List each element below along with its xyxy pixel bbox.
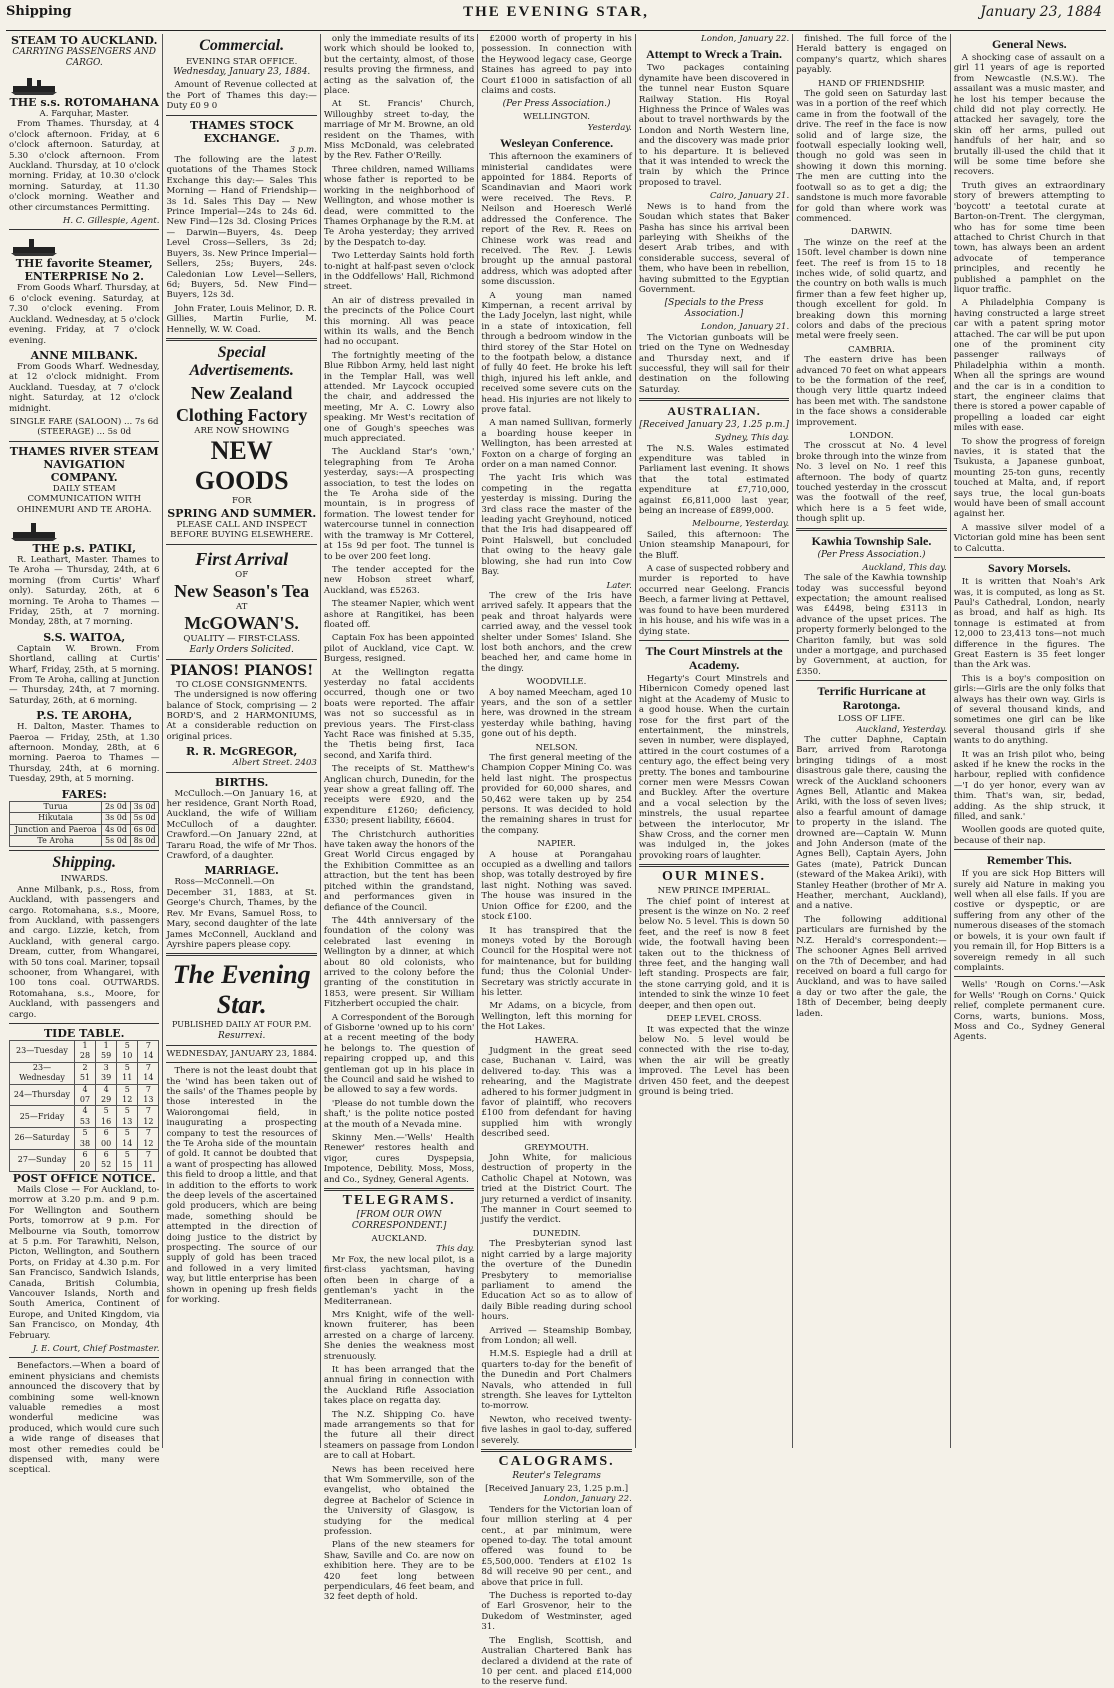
column-3 [321,34,478,1603]
office-heading: EVENING STAR OFFICE. [186,57,298,67]
mcgregor-name: R. R. McGREGOR, [186,745,298,759]
article-text: John White, for malicious destruction of property in the Catholic Chapel at Notown, was tried at the District Court. The jury returned a verdict of insanity. The manner in Court seemed to justify the verdict. [481,1153,632,1226]
at-label: AT [235,601,248,612]
article-text: A Correspondent of the Borough of Gisborne 'owned up to his corn' at a recent meeting of the body he belongs to. The question of repairing cropped up, and this gentleman got up in his place in the Council and said he wished to be allowed to say a few words. [323,1012,475,1096]
savory-heading: Savory Morsels. [988,561,1071,576]
column-4 [478,34,635,1688]
column-2 [163,34,320,1448]
marriage-heading: MARRIAGE. [204,864,279,878]
office-date: Wednesday, January 23, 1884. [173,67,311,78]
pianos-text: The undersigned is now offering balance of Stock, comprising — 2 BORD'S, and 2 HARMONIUMS, At a considerable reduction on original prices. [166,690,317,742]
article-text: It has transpired that the moneys voted by the Borough Council for the Hospital were not for maintenance, but for building fund; thus the Colonial Under-Secretary was strictly accurate in his letter. [481,925,632,998]
article-text: Truth gives an extraordinary story of brewers attempting to 'boycott' a teetotal curate at Barton-on-Trent. The clergyman, who has for some time been attached to Christ Church in that town, has always been an ardent advocate of temperance principles, and recently he published a pamphlet on the liquor traffic. [953,180,1106,295]
births-text: McCulloch.—On January 16, at her residence, Grant North Road, Auckland, the wife of William McCulloch of a daughter. Crawford.—On January 22nd, at Tararu Road, the wife of Mr Thos. Crawford, of a daughter. [166,788,317,862]
article-text: Skinny Men.—'Wells' Health Renewer' restores health and vigor, cures Dyspepsia, Impotence, Debility. Moss, Moss, and Co., Sydney, General Agents. [323,1133,475,1185]
article-text: The sale of the Kawhia township today was successful beyond expectation; the amount realised was £4498, being £3113 in advance of the upset prices. The property formerly belonged to the Chariton family, but was sold under a mortgage, and purchased by Government, at auction, for £350. [796,573,947,677]
fares-table [9,801,159,848]
brokers-list: John Frater, Louis Melinor, D. R. Gillies, Martin Furlie, M. Hennelly, W. W. Coad. [166,303,317,335]
postmaster-signature: J. E. Court, Chief Postmaster. [32,1343,160,1354]
stock-exchange-time: 3 p.m. [289,144,317,155]
pianos-heading: PIANOS! PIANOS! [170,662,314,679]
article-text: The Duchess is reported to-day of Earl Grosvenor, heir to the Dukedom of Westminster, aged 31. [481,1591,632,1633]
patiki-title: THE p.s. PATIKI, [32,541,136,555]
table-row: 26—Saturday 5 38 6 00 5 14 7 12 [10,1128,159,1150]
close-consignments: TO CLOSE CONSIGNMENTS. [176,679,308,690]
new-prince-heading: NEW PRINCE IMPERIAL. [657,886,771,897]
stock-exchange-heading: THAMES STOCK EXCHANGE. [189,118,294,145]
steamship-icon [9,518,59,542]
loss-of-life: LOSS OF LIFE. [838,714,905,725]
article-text: A Philadelphia Company is having constructed a large street car with a patent spring motor attached. The car will be put upon one of the prominent city passenger railways of Philadelphia within a month. When all the springs are wound and the car is in a condition to start, the engineer claims that there is stored a power capable of propelling a loaded car eight miles with ease. [953,298,1106,434]
article-text: A boy named Meecham, aged 10 years, and the son of a settler here, was drowned in the stream yesterday while bathing, having gone out of his depth. [481,687,632,740]
resurrexi: Resurrexi. [218,1030,266,1041]
london-date: London, January 22. [543,1494,632,1505]
article-text: Mr Adams, on a bicycle, from Wellington, left this morning for the Hot Lakes. [481,1001,632,1033]
article-text: Two packages containing dynamite have been discovered in the tunnel near Euston Square Railway Station. His Royal Highness the Prince of Wales was about to travel northwards by the London and North Western line, and the discovery was made prior to his departure. It is believed that it was intended to wreck the train by which the Prince proposed to travel. [638,63,790,188]
wellington-heading: WELLINGTON. [523,112,590,123]
article-text: only the immediate results of its work which should be looked to, but the certainty, almost, of those results proving the firmness, and acting as the salvation of, the place. [323,34,475,97]
cairo-date: Cairo, January 21. [709,191,790,202]
received-label: [Received January 23, 1.25 p.m.] [485,1484,629,1494]
table-row: 27—Sunday 6 20 6 52 5 15 7 11 [10,1150,159,1172]
article-text: News is to hand from the Soudan which states that Baker Pasha has since his arrival been parleying with Sheikhs of the desert Arab tribes, and with considerable success, several of them, who have been in rebellion, having submitted to the Egyptian Government. [638,201,790,295]
article-text: A young man named Kimpernan, a recent arrival by the Lady Jocelyn, last night, while in a state of intoxication, fell through a bedroom window in the third storey of the Star Hotel on to the footpath below, a distance of fully 40 feet. He broke his left thigh, injured his left ankle, and received some severe cuts on the head. His injuries are not likely to prove fatal. [481,290,632,415]
evening-star-masthead: The Evening Star. [172,960,311,1020]
article-text: At the Wellington regatta yesterday no fatal accidents occurred, though one or two boats were reported. The affair was not so successful as in previous years. The First-class Yacht Race was finished at 5.35, the Thetis being first, Iaca second, and Xarifa third. [323,667,475,761]
article-text: The N.Z. Shipping Co. have made arrangements so that for the future all their direct steamers on passage from London are to call at Hobart. [323,1409,475,1462]
article-text: Arrived — Steamship Bombay, from London; all well. [481,1325,632,1346]
steamship-icon [9,233,59,257]
waitoa-title: S.S. WAITOA, [43,630,126,644]
article-text: Sailed, this afternoon: The Union steamship Manapouri, for the Bluff. [638,529,790,561]
article-text: The eastern drive has been advanced 70 feet on what appears to be the formation of the reef, though very little quartz indeed has been met with. The sandstone in the face shows a considerable improvement. [796,355,947,428]
article-text: The Victorian gunboats will be tried on the Tyne on Wednesday and Thursday next, and if successful, they will sail for their destination on the following Saturday. [638,332,790,395]
this-day-label: This day. [436,1244,475,1255]
article-text: The Christchurch authorities have taken away the honors of the Great World Circus engaged by the Exhibition Committee as an attraction, but the tent has been pitched within the grandstand, and performances given in defiance of the Council. [323,829,475,913]
cambria-heading: CAMBRIA. [848,344,895,355]
tide-table [9,1040,159,1172]
greymouth-heading: GREYMOUTH. [524,1142,589,1153]
columns [6,34,1108,1688]
commercial-heading: Commercial. [199,37,285,54]
article-text: This afternoon the examiners of ministerial candidates were appointed for 1884. Reports of Scandinavian and Maori work were received. The Revs. P. Neilson and Hoeresch Werlé addressed the Conference. The report of the Rev. R. Rees on Chinese work was read and received. The Rev. J. Lewis brought up the annual pastoral address, which was adopted after some discussion. [481,152,632,288]
article-text: A man named Sullivan, formerly a boarding house keeper in Wellington, has been arrested at Foxton on a charge of forging an order on a man named Connor. [481,418,632,471]
article-text: Woollen goods are quoted quite, because of their nap. [953,825,1106,846]
article-text: A massive silver model of a Victorian gold mine has been sent to Calcutta. [953,522,1106,554]
table-row: Turua 2s 0d 3s 0d [10,801,159,812]
for-label: FOR [231,496,252,507]
table-row: 23—Wednesday 2 51 3 39 5 11 7 14 [10,1062,159,1084]
article-text: The following additional particulars are furnished by the N.Z. Herald's correspondent:—The schooner Agnes Bell arrived on the 7th of December, and had received on board a full cargo for Auckland, and was to have sailed a day or two after the gale, the 18th of December, being deeply laden. [796,914,947,1019]
australian-heading: AUSTRALIAN. [667,404,761,419]
article-text: A shocking case of assault on a girl 11 years of age is reported from Newcastle (N.S.W.). The assailant was a music master, and he lost his temper because the child did not play correctly. He attacked her savagely, tore the skin off her arms, pulled out handfuls of her hair, and so brutally ill-used the child that it will be some time before she recovers. [953,53,1106,178]
fares-heading: FARES: [61,787,107,801]
published-daily: PUBLISHED DAILY AT FOUR P.M. [172,1020,312,1030]
rotomahana-master: A. Farquhar, Master. [39,109,129,119]
melbourne-date: Melbourne, Yesterday. [692,519,790,530]
article-text: The yacht Iris which was competing in the regatta yesterday is missing. During the 3rd class race the master of the leading yacht Greyhound, noticed that the Iris had disappeared off Point Halswell, but concluded that owing to the heavy gale blowing, she had run into Cow Bay. [481,473,632,578]
article-text: At St. Francis' Church, Willoughby street to-day, the marriage of Mr M. Browne, an old resident on the Thames, with Miss McDonald, was celebrated by the Rev. Father O'Reilly. [323,99,475,162]
te-aroha-schedule: H. Dalton, Master. Thames to Paeroa — Friday, 25th, at 1.30 afternoon. Monday, 28th, at 6 morning. Paeroa to Thames — Thursday, 24th, at 6 morning. Tuesday, 29th, at 5 morning. [9,722,160,785]
article-text: It was an Irish pilot who, being asked if he knew the rocks in the harbour, replied with confidence—'I do yer honor, every wan av thim. That's wan, sir, bedad, adding. As the ship struck, it filled, and sank.' [953,749,1106,823]
steamship-icon [9,72,59,96]
single-fare: SINGLE FARE (SALOON) ... 7s 6d (STEERAGE) ... 5s 0d [9,416,159,438]
our-mines-heading: OUR MINES. [662,869,767,885]
article-text: A house at Porangahau occupied as a dwelling and tailors shop, was totally destroyed by fire last night. Nothing was saved. The house was insured in the Union Office for £200, and the stock £100. [481,849,632,923]
births-heading: BIRTHS. [215,775,269,789]
article-text: It was expected that the winze below No. 5 level would be connected with the rise to-day, when the air will be greatly improved. The Level has been driven 450 feet, and the deepest ground is being tried. [638,1024,790,1097]
remember-heading: Remember This. [986,853,1072,868]
article-text: Three children, named Williams whose father is reported to be working in the neighborhood of Wellington, and whose mother is dead, were committed to the Thames Orphanage by the R.M. at Te Aroha yesterday; they arrived by the Despatch to-day. [323,164,475,248]
article-text: The Auckland Star's 'own,' telegraphing from Te Aroha yesterday, says:—A prospecting association, to test the lodes on the Te Aroha side of the mountain, is in progress of formation. The lowest tender for watercourse tunnel in connection with the tramway is Mr Cotterel, at 15s 9d per foot. The tunnel is to be over 200 feet long. [323,447,475,562]
auckland-date-2: Auckland, Yesterday. [856,724,947,735]
article-text: Two Letterday Saints hold forth to-night at half-past seven o'clock in the Oddfellows' Hall, Richmond street. [323,251,475,293]
telegrams-subheading: [FROM OUR OWN CORRESPONDENT.] [351,1210,447,1232]
new-season-tea: New Season's Tea [174,580,310,601]
table-row: 25—Friday 4 53 5 16 5 13 7 12 [10,1106,159,1128]
kawhia-heading: Kawhia Township Sale. [811,533,932,548]
column-6 [793,34,950,1448]
hurricane-heading: Terrific Hurricane at Rarotonga. [817,684,926,713]
column-1 [6,34,163,1476]
article-text: finished. The full force of the Herald battery is engaged on company's quartz, which shares payably. [796,34,947,76]
revenue-text: Amount of Revenue collected at the Port of Thames this day:— Duty £0 9 0 [166,80,317,112]
article-text: The receipts of St. Matthew's Anglican church, Dunedin, for the year show a great falling off. The receipts were £920, and the expenditure £1260; deficiency, £330; present liability, £6604. [323,764,475,827]
article-text: The cutter Daphne, Captain Barr, arrived from Rarotonga bringing tidings of a most disastrous gale there, causing the wreck of the Auckland schooners Agnes Bell, Atlantic and Makea Ariki, with the loss of seven lives; also a fearful amount of damage to property in the island. The drowned are—Captain W. Munn and John Anderson (mate of the Agnes Bell), Captain Ayers, John Gates (mate), Patrick Duncan (steward of the Makea Ariki), with Stanley Heather (brother of Mr A. Heather, merchant, Auckland), and a native. [796,734,947,912]
masthead [6,4,1106,31]
please-inspect: PLEASE CALL AND INSPECT BEFORE BUYING ELSEWHERE. [170,519,314,541]
london-date-2: London, January 21. [701,322,790,333]
enterprise-schedule: From Goods Wharf. Thursday, at 6 o'clock evening. Saturday, at 7.30 o'clock evening. From Auckland. Wednesday, at 5 o'clock evening. Friday, at 7 o'clock evening. [9,283,160,346]
enterprise-title: THE favorite Steamer, ENTERPRISE No 2. [15,257,153,284]
post-office-text: Mails Close — For Auckland, to-morrow at 3.20 p.m. and 9 p.m. For Wellington and Southern Ports, tomorrow at 9 p.m. For Melbourne via South, tomorrow at 5 p.m. For Tarawhiti, Nelson, Picton, Wellington, and Southern Ports, on Friday at 4.30 p.m. For San Francisco, Sandwich Islands, Canada, British Columbia, Vancouver Islands, North and South America, Continent of Europe, and United Kingdom, via San Francisco, on Monday, 4th February. [9,1184,160,1341]
benefactors-text: Benefactors.—When a board of eminent physicians and chemists announced the discovery that by combining some well-known valuable remedies a most wonderful medicine was produced, which would cure such a wide range of diseases that most other remedies could be dispensed with, many were sceptical. [9,1361,160,1476]
inwards-label: INWARDS. [60,874,108,885]
london-date: London, January 22. [701,34,790,44]
article-text: This is a boy's composition on girls:—Girls are the only folks that always has their own way. Girls is of several thousand kinds, and sometimes one girl can be like several thousand girls if she wants to do anything. [953,673,1106,747]
napier-heading: NAPIER. [537,839,576,850]
article-text: Hegarty's Court Minstrels and Hibernicon Comedy opened last night at the Academy of Music to a good house. When the curtain rose for the first part of the entertainment, the minstrels, seven in number, were displayed, attired in the court costumes of a century ago, the effect being very pretty. The bones and tambourine corner men were Messrs Cowan and Buckley. After the overture and a vocal selection by the minstrels, the usual repartee between the interlocutor, Mr Shaw Cross, and the corner men was indulged in, the jokes provoking roars of laughter. [638,673,790,861]
rotomahana-title: THE s.s. ROTOMAHANA [9,96,159,109]
article-text: To show the progress of foreign navies, it is stated that the Tsukusta, a Japanese gunboat, mounting 25-ton guns, recently touched at Malta, and, if report says true, the local gun-boats would have been of small account against her. [953,436,1106,520]
steam-subheading: CARRYING PASSENGERS AND CARGO. [12,47,157,68]
first-arrival: First Arrival [195,548,289,569]
stock-exchange-text: The following are the latest quotations of the Thames Stock Exchange this day:— Sales This Morning — Hand of Friendship—3s 1d. Sales This Day — New Prince Imperial—24s to 24s 6d. New Find—12s 3d. Closing Prices — Darwin—Buyers, 4s. Deep Level Cross—Sellers, 3s 2d; Buyers, 3s. New Prince Imperial—Sellers, 25s; Buyers, 24s. Caledonian Low Level—Sellers, 6d; Buyers, 5d. New Find—Buyers, 12s 3d. [166,155,317,301]
article-text: Judgment in the great seed case, Buchanan v. Laird, was delivered to-day. This was a rehearing, and the Magistrate adhered to his former judgment in favor of plaintiff, who recovers £100 from defendant for having supplied him with wrongly described seed. [481,1045,632,1140]
article-text: The crew of the Iris have arrived safely. It appears that the peak and throat halyards were carried away, and the vessel took shelter under Somes' Island. She lost both anchors, and the crew beached her, and came home in the dingy. [481,590,632,674]
article-text: £2000 worth of property in his possession. In connection with the Heywood legacy case, George Staines has agreed to pay into Court £1000 in satisfaction of all claims and costs. [481,34,632,97]
article-text: The steamer Napier, which went ashore at Rangitikei, has been floated off. [323,599,475,630]
darwin-heading: DARWIN. [850,227,893,238]
hawera-heading: HAWERA. [534,1035,579,1046]
article-text: The N.S. Wales estimated expenditure was tabled in Parliament last evening. It shows that the total estimated expenditure at £7,710,000, against £6,811,000 last year, being an increase of £899,000. [638,443,790,517]
steam-heading: STEAM TO AUCKLAND. [11,34,158,47]
article-text: H.M.S. Espiegle had a drill at quarters to-day for the benefit of the Dunedin and Port Chalmers Navals, who attended in full strength. She leaves for Lyttelton to-morrow. [481,1349,632,1412]
te-aroha-title: P.S. TE AROHA, [36,709,133,723]
received-label: [Received January 23, 1.25 p.m.] [639,420,789,431]
table-row: Hikutaia 3s 0d 5s 0d [10,813,159,824]
post-office-heading: POST OFFICE NOTICE. [12,1171,156,1185]
auckland-date: Auckland, This day. [862,562,947,573]
leader-date: WEDNESDAY, JANUARY 23, 1884. [166,1048,317,1059]
rotomahana-schedule: From Thames. Thursday, at 4 o'clock afternoon. Friday, at 6 o'clock afternoon. Saturday, at 5.30 o'clock afternoon. From Auckland. Thursday, at 10 o'clock morning. Friday, at 10.30 o'clock morning. Saturday, at 11.30 o'clock morning. Weather and other circumstances Permitting. [9,119,160,213]
article-text: Wells' 'Rough on Corns.'—Ask for Wells' 'Rough on Corns.' Quick relief, complete permanent cure. Corns, warts, bunions. Moss, Moss and Co., Sydney General Agents. [953,980,1106,1043]
attempt-heading: Attempt to Wreck a Train. [646,47,782,62]
general-news-heading: General News. [992,37,1067,51]
article-text: If you are sick Hop Bitters will surely aid Nature in making you well when all else fails. If you are costive or dyspeptic, or are suffering from any other of the numerous diseases of the stomach or bowels, it is your own fault if you remain ill, for Hop Bitters is a sovereign remedy in all such complaints. [953,869,1106,973]
are-now-showing: ARE NOW SHOWING [194,425,290,436]
shipping-text: Anne Milbank, p.s., Ross, from Auckland, with passengers and cargo. Rotomahana, s.s., Moore, from Auckland, with passengers and cargo. Lizzie, ketch, from Auckland, with general cargo. Dream, cutter, from Whangarei, with 50 tons coal. Mariner, topsail schooner, from Whangarei, with 100 tons coal. OUTWARDS. Rotomahana, s.s., Moore, for Auckland, with passengers and cargo. [9,884,160,1020]
article-text: The chief point of interest at present is the winze on No. 2 reef below No. 5 level. This is down 50 feet, and the reef is now 8 feet wide, the footwall having been taken out to the thickness of three feet, and the hanging wall left standing. Prospects are fair, the stone carrying gold, and it is intended to sink the winze 10 feet deeper, and then open out. [638,896,790,1011]
nz-clothing-title: New Zealand Clothing Factory [175,382,308,425]
hand-of-friendship-heading: HAND OF FRIENDSHIP. [818,78,925,89]
shipping-heading: Shipping. [52,854,117,872]
article-text: The English, Scottish, and Australian Chartered Bank has declared a dividend at the rate of 10 per cent. and placed £14,000 to the reserve fund. [481,1635,632,1688]
table-row: 24—Thursday 4 07 4 29 5 12 7 13 [10,1084,159,1106]
article-text: It has been arranged that the annual firing in connection with the Auckland Rifle Association takes place on regatta day. [323,1364,475,1407]
article-text: Mrs Knight, wife of the well-known fruiterer, has been arrested on a charge of larceny. She denies the weakness most strenuously. [323,1309,475,1362]
leader-text: There is not the least doubt that the 'wind has been taken out of the sails' of the Thames people by those interested in the Waiorongomai field, in inaugurating a prospecting company to test the resources of the Te Aroha side of the mountain of gold. It cannot be doubted that a want of prospecting has allowed this field to droop a little, and that in addition to the efforts to work the deep levels of the ascertained gold producers, which are being made, something should be attempted in the direction of doing justice to the district by prospecting. The source of our supply of gold has been traced and followed in a very limited way, but little enterprise has been shown in opening up fresh fields for working. [166,1066,317,1306]
deep-level-heading: DEEP LEVEL CROSS. [666,1014,762,1025]
london-heading: LONDON. [849,431,894,442]
table-row: Junction and Paeroa 4s 0d 6s 0d [10,824,159,835]
masthead-date: January 23, 1884 [980,4,1102,20]
tide-table-heading: TIDE TABLE. [44,1027,125,1040]
masthead-title: THE EVENING STAR, [463,4,649,20]
article-text: Newton, who received twenty-five lashes in gaol to-day, suffered severely. [481,1414,632,1446]
article-text: A case of suspected robbery and murder is reported to have occurred near Geelong. Francis Beech, a farmer living at Pettavel, was found to have been murdered in his house, and his wife was in a dying state. [638,564,790,637]
article-text: It is written that Noah's Ark was, it is computed, as long as St. Paul's Cathedral, London, nearly as broad, and half as high. Its tonnage is estimated at from 12,000 to 23,413 tons—not much difference in the figures. The Great Eastern is 35 feet longer than the Ark was. [953,577,1106,671]
article-text: The first general meeting of the Champion Copper Mining Co. was held last night. The prospectus provided for 60,000 shares, and 50,462 were taken up by 254 persons. It was decided to hold the remaining shares in trust for the company. [481,753,632,836]
article-text: An air of distress prevailed in the precincts of the Police Court this morning. All was peace within its walls, and the Bench had no occupant. [323,295,475,348]
auckland-heading: AUCKLAND. [371,1234,427,1245]
column-5 [636,34,793,1448]
spring-summer: SPRING AND SUMMER. [167,506,317,520]
sydney-date: Sydney, This day. [714,433,790,444]
specials-label: [Specials to the Press Association.] [664,298,764,320]
agent-signature: H. C. Gillespie, Agent. [62,216,160,227]
reuters-label: Reuter's Telegrams [512,1471,601,1481]
article-text: 'Please do not tumble down the shaft,' is the polite notice posted at the mouth of a Nevada mine. [323,1098,475,1130]
anne-milbank-title: ANNE MILBANK. [30,348,138,362]
calograms-heading: CALOGRAMS. [498,1454,615,1469]
article-text: The winze on the reef at the 150ft. level chamber is down nine feet. The reef is from 15 to 18 inches wide, of solid quartz, and the country on both walls is much firmer than a few feet higher up, though excellent for gold. In breaking down this morning colors and dabs of the precious metal were freely seen. [796,237,947,342]
yesterday-label: Yesterday. [587,122,632,133]
woodville-heading: WOODVILLE. [526,677,587,688]
article-text: Mr Fox, the new local pilot, is a first-class yachtsman, having often been in charge of a gentleman's yacht in the Mediterranean. [323,1254,475,1307]
article-text: The Presbyterian synod last night carried by a large majority the overture of the Dunedin Presbytery to memorialise parliament to amend the Education Act so as to allow of daily Bible reading during school hours. [481,1239,632,1323]
article-text: The crosscut at No. 4 level broke through into the winze from No. 3 level on No. 1 reef this afternoon. The body of quartz touched yesterday in the crosscut was the footwall of the reef, which here is a 5 feet wide, though split up. [796,441,947,525]
wesleyan-heading: Wesleyan Conference. [500,136,614,151]
mcgowans: McGOWAN'S. [184,613,299,634]
quality-line: QUALITY — FIRST-CLASS. [183,634,300,645]
court-minstrels-heading: The Court Minstrels at the Academy. [645,643,783,672]
anne-milbank-schedule: From Goods Wharf. Wednesday, at 12 o'clock midnight. From Auckland. Tuesday, at 7 o'clock night. Saturday, at 12 o'clock midnight. [9,361,160,414]
nelson-heading: NELSON. [535,742,578,753]
article-text: The 44th anniversary of the foundation of the colony was celebrated last evening in Wellington by a dinner, at which about 80 old colonists, who arrived to the colony before the granting of the constitution in 1853, were present. Sir William Fitzherbert occupied the chair. [323,915,475,1010]
table-row: Te Aroha 5s 0d 8s 0d [10,835,159,846]
article-text: The tender accepted for the new Hobson street wharf, Auckland, was £5263. [323,564,475,596]
masthead-section: Shipping [6,4,72,19]
early-orders: Early Orders Solicited. [189,644,294,655]
dunedin-heading: DUNEDIN. [532,1228,581,1239]
article-text: Captain Fox has been appointed pilot of Auckland, vice Capt. W. Burgess, resigned. [323,633,475,665]
telegrams-heading: TELEGRAMS. [342,1193,456,1209]
later-label: Later. [606,580,632,591]
article-text: Plans of the new steamers for Shaw, Saville and Co. are now on exhibition here. They are to be 420 feet long between perpendiculars, 46 feet beam, and 32 feet depth of hold. [323,1540,475,1603]
of-label: OF [235,569,249,580]
thames-river-heading: THAMES RIVER STEAM NAVIGATION COMPANY. [9,444,159,484]
column-7 [951,34,1108,1448]
new-goods: NEW GOODS [194,436,289,496]
daily-communication: DAILY STEAM COMMUNICATION WITH OHINEMURI AND TE AROHA. [16,483,152,515]
special-ads-heading: Special Advertisements. [189,343,294,379]
albert-street: Albert Street. 2403 [232,758,317,769]
article-text: Tenders for the Victorian loan of four million sterling at 4 per cent., at par minimum, were opened to-day. The total amount offered was found to be £5,500,000. Tenders at £102 1s 8d will receive 90 per cent., and above that price in full. [481,1504,632,1588]
press-association-label: (Per Press Association.) [817,549,926,560]
waitoa-schedule: Captain W. Brown. From Shortland, calling at Curtis' Wharf, Friday, 25th, at 5 morning. From Te Aroha, calling at Junction — Thursday, 24th, at 7 morning. Saturday, 26th, at 6 morning. [9,643,160,706]
press-association-label: (Per Press Association.) [502,99,611,110]
marriage-text: Ross—McConnell.—On December 31, 1883, at St. George's Church, Thames, by the Rev. Mr Evans, Samuel Ross, to Mary, second daughter of the late James McConnell, Auckland and Ayrshire papers please copy. [166,877,317,950]
article-text: The gold seen on Saturday last was in a portion of the reef which came in from the footwall of the drive. The reef in the face is now solid and of large size, the footwall especially looking well, though no gold was seen in showing it down this morning. The men are cutting into the footwall so as to get a dig; the sandstone is much more favorable for gold than where work was commenced. [796,89,947,224]
article-text: The fortnightly meeting of the Blue Ribbon Army, held last night in the Templar Hall, was well attended. Mr Laycock occupied the chair, and addressed the meeting, Mr A. C. Lowry also speaking. Mr West's recitation of one of Gough's speeches was much appreciated. [323,350,475,445]
patiki-schedule: R. Leathart, Master. Thames to Te Aroha — Thursday, 24th, at 6 morning (from Curtis' Wharf only). Saturday, 26th, at 6 morning. Te Aroha to Thames — Friday, 25th, at 7 morning. Monday, 28th, at 7 morning. [9,554,160,628]
table-row: 23—Tuesday 1 28 1 59 5 10 7 14 [10,1041,159,1063]
article-text: News has been received here that Wm Sommerville, son of the evangelist, who obtained the degree at Bachelor of Science in the University of Glasgow, is studying for the medical profession. [323,1464,475,1538]
